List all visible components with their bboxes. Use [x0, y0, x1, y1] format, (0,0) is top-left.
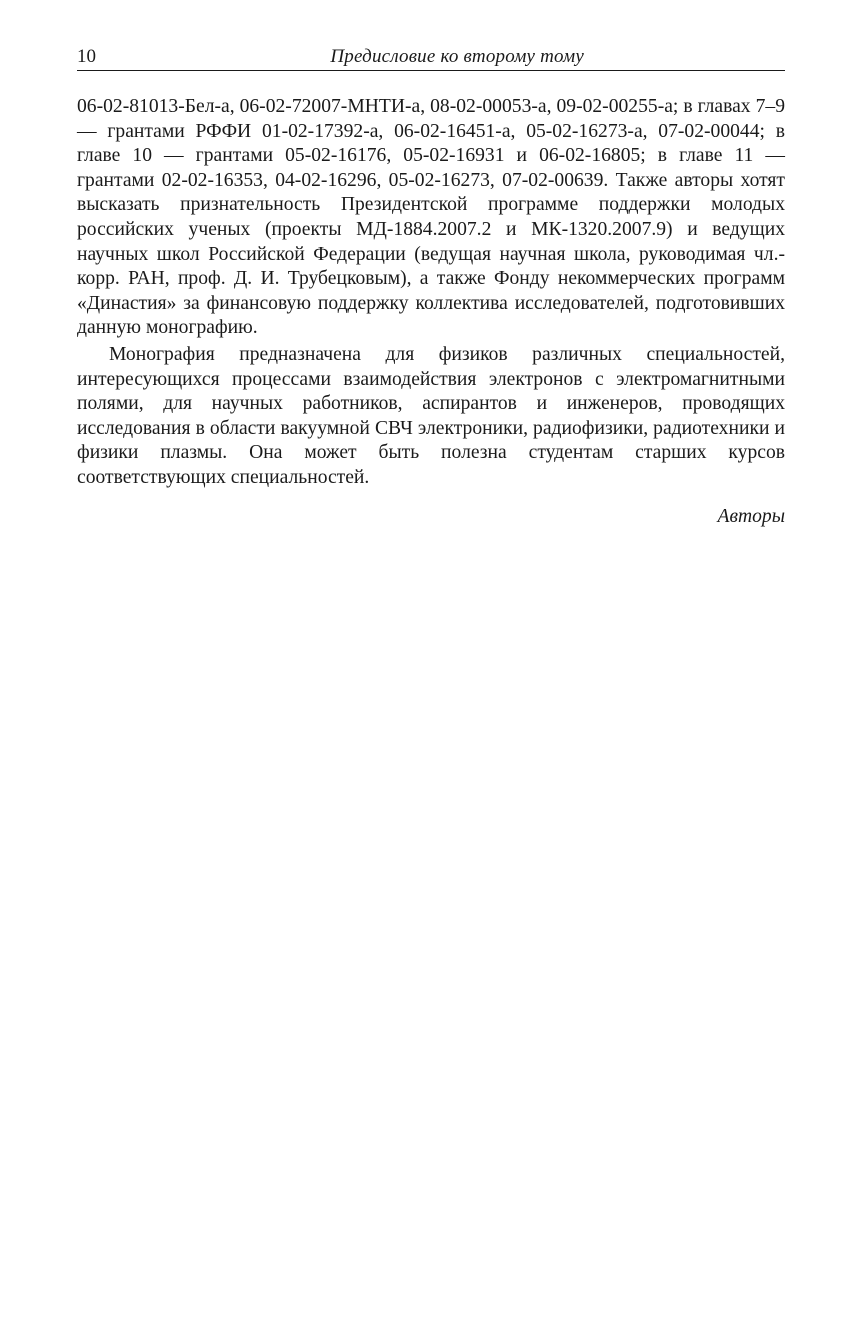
page-number: 10	[77, 46, 96, 67]
body-text	[77, 95, 785, 491]
paragraph-grants: 06-02-81013-Бел-а, 06-02-72007-МНТИ-а, 08-02-00053-а, 09-02-00255-а; в главах 7–9 — грантами РФФИ 01-02-17392-а, 06-02-16451-а, 05-02-16273-а, 07-02-00044; в главе 10 — грантами 05-02-16176, 05-02-16931 и 06-02-16805; в главе 11 — грантами 02-02-16353, 04-02-16296, 05-02-16273, 07-02-00639. Также авторы хотят высказать признательность Президентской программе поддержки молодых российских ученых (проекты МД-1884.2007.2 и МК-1320.2007.9) и ведущих научных школ Российской Федерации (ведущая научная школа, руководимая чл.-корр. РАН, проф. Д. И. Трубецковым), а также Фонду некоммерческих программ «Династия» за финансовую поддержку коллектива исследователей, подготовивших данную монографию.	[77, 96, 785, 339]
running-header	[77, 44, 785, 71]
signature-authors: Авторы	[717, 505, 785, 527]
document-page	[77, 44, 785, 529]
paragraph-audience: Монография предназначена для физиков различных специальностей, интересующихся процессами взаимодействия электронов с электромагнитными полями, для научных работников, аспирантов и инженеров, проводящих исследования в области вакуумной СВЧ электроники, радиофизики, радиотехники и физики плазмы. Она может быть полезна студентам старших курсов соответствующих специальностей.	[77, 343, 785, 488]
running-title: Предисловие ко второму тому	[330, 46, 584, 67]
